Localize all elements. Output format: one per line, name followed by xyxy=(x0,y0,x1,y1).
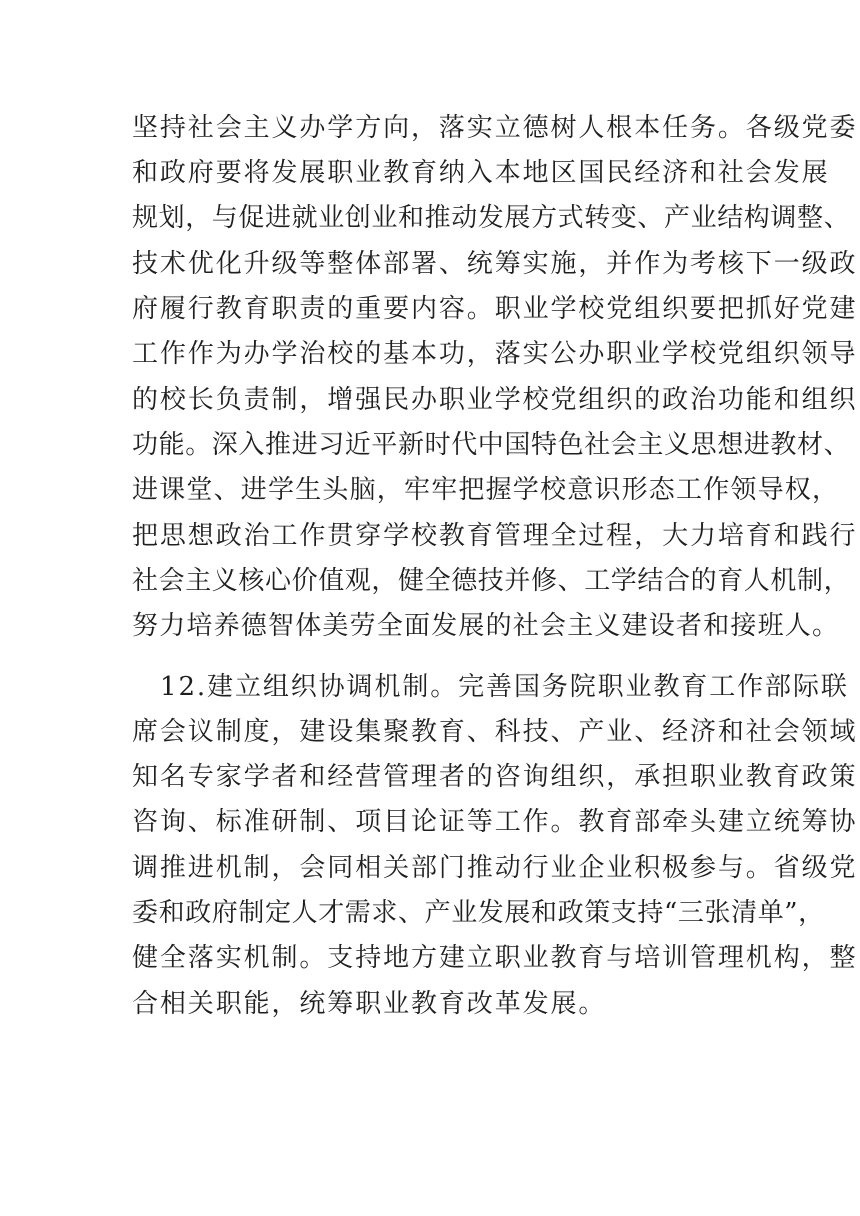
paragraph-2-line-5: 调推进机制，会同相关部门推动行业企业积极参与。省级党 xyxy=(132,853,858,883)
paragraph-1-line-6: 工作作为办学治校的基本功，落实公办职业学校党组织领导 xyxy=(132,339,858,369)
paragraph-2-line-2: 席会议制度，建设集聚教育、科技、产业、经济和社会领域 xyxy=(132,717,858,747)
paragraph-1-line-3: 规划，与促进就业创业和推动发展方式转变、产业结构调整、 xyxy=(132,203,851,233)
paragraph-2-line-3: 知名专家学者和经营管理者的咨询组织，承担职业教育政策 xyxy=(132,762,858,792)
paragraph-1-line-8: 功能。深入推进习近平新时代中国特色社会主义思想进教材、 xyxy=(132,430,851,460)
paragraph-2-line-7: 健全落实机制。支持地方建立职业教育与培训管理机构，整 xyxy=(132,943,858,973)
paragraph-2-line-8: 合相关职能，统筹职业教育改革发展。 xyxy=(132,989,607,1019)
paragraph-2-line-1: 12.建立组织协调机制。完善国务院职业教育工作部际联 xyxy=(160,672,849,702)
paragraph-1-line-12: 努力培养德智体美劳全面发展的社会主义建设者和接班人。 xyxy=(132,611,840,641)
paragraph-1-line-5: 府履行教育职责的重要内容。职业学校党组织要把抓好党建 xyxy=(132,294,858,324)
paragraph-1-line-4: 技术优化升级等整体部署、统筹实施，并作为考核下一级政 xyxy=(132,249,858,279)
paragraph-1-line-7: 的校长负责制，增强民办职业学校党组织的政治功能和组织 xyxy=(132,385,858,415)
paragraph-1-line-10: 把思想政治工作贯穿学校教育管理全过程，大力培育和践行 xyxy=(132,521,858,551)
paragraph-2-line-4: 咨询、标准研制、项目论证等工作。教育部牵头建立统筹协 xyxy=(132,807,858,837)
paragraph-1-line-11: 社会主义核心价值观，健全德技并修、工学结合的育人机制， xyxy=(132,566,851,596)
paragraph-1-line-9: 进课堂、进学生头脑，牢牢把握学校意识形态工作领导权， xyxy=(132,475,840,505)
paragraph-2-line-6: 委和政府制定人才需求、产业发展和政策支持“三张清单”， xyxy=(132,898,825,928)
paragraph-1-line-2: 和政府要将发展职业教育纳入本地区国民经济和社会发展 xyxy=(132,158,830,188)
paragraph-1-line-1: 坚持社会主义办学方向，落实立德树人根本任务。各级党委 xyxy=(132,113,858,143)
